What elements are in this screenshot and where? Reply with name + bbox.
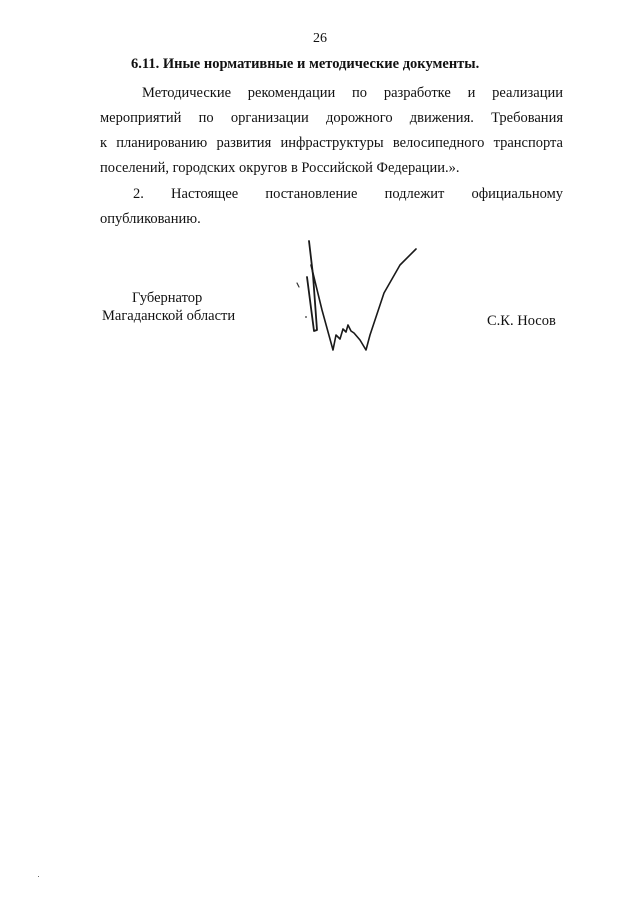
- paragraph-line: мероприятий по организации дорожного движения. Требования: [100, 110, 563, 126]
- signatory-position-line2: Магаданской области: [102, 308, 236, 324]
- signatory-position-line1: Губернатор: [132, 290, 203, 306]
- page-number: 26: [313, 31, 327, 46]
- paragraph-line: Методические рекомендации по разработке и реализации: [142, 85, 563, 101]
- scan-speck: [38, 876, 39, 877]
- section-heading: 6.11. Иные нормативные и методические документы.: [131, 56, 480, 72]
- paragraph-line: 2. Настоящее постановление подлежит официальному: [133, 186, 563, 202]
- paragraph-line: поселений, городских округов в Российской Федерации.».: [100, 160, 460, 176]
- paragraph-line: к планированию развития инфраструктуры велосипедного транспорта: [100, 135, 563, 151]
- signer-name: С.К. Носов: [487, 313, 556, 329]
- handwritten-signature: [290, 235, 430, 360]
- paragraph-line: опубликованию.: [100, 211, 201, 227]
